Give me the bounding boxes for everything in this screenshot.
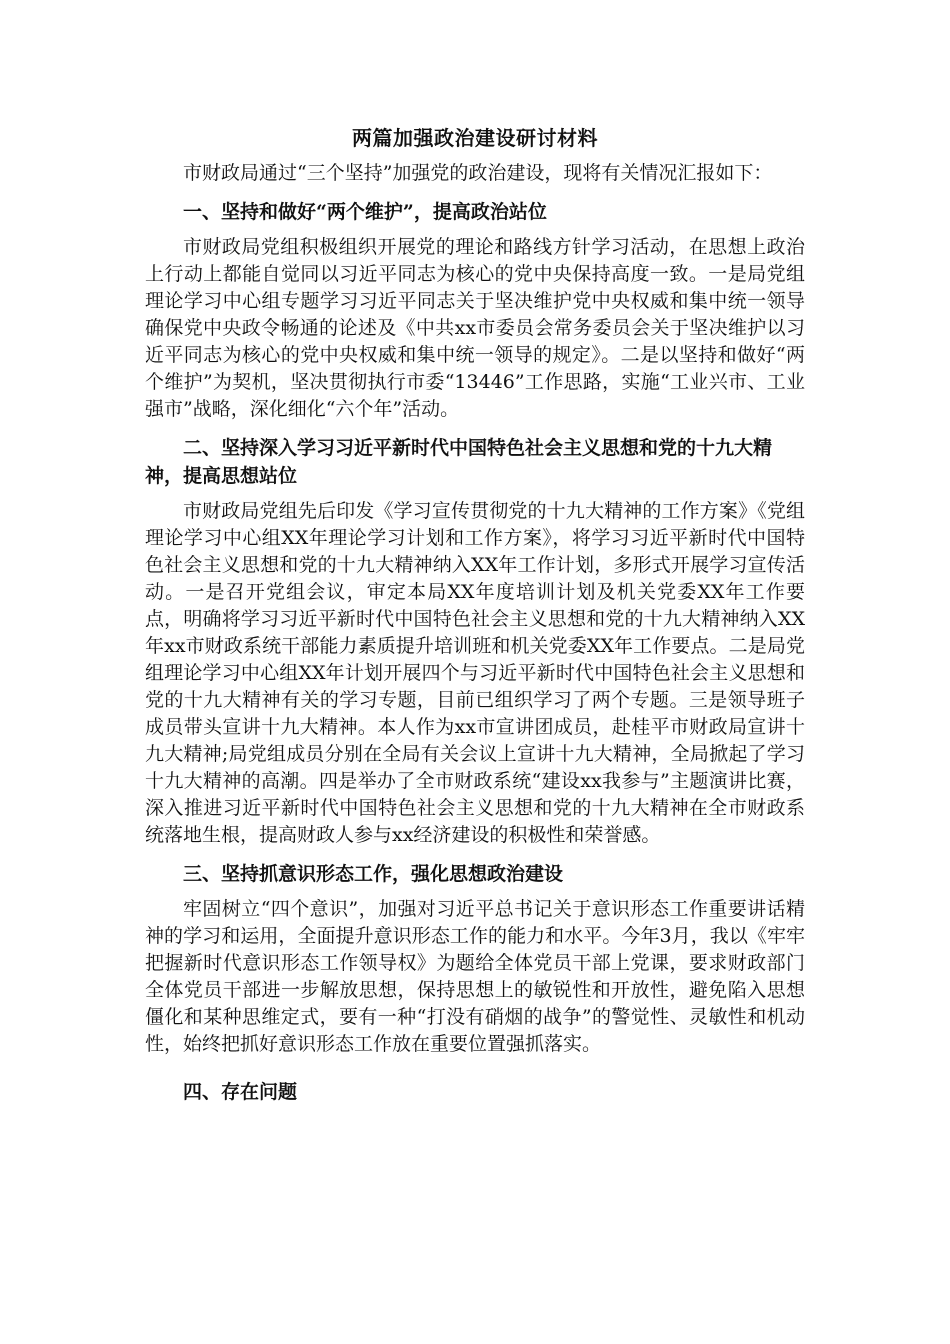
section-2-body: 市财政局党组先后印发《学习宣传贯彻党的十九大精神的工作方案》《党组理论学习中心组XX年理论学习计划和工作方案》，将学习习近平新时代中国特色社会主义思想和党的十九大精神纳入XX年工作计划，多形式开展学习宣传活动。一是召开党组会议，审定本局XX年度培训计划及机关党委XX年工作要点，明确将学习习近平新时代中国特色社会主义思想和党的十九大精神纳入XX年xx市财政系统干部能力素质提升培训班和机关党委XX年工作要点。二是局党组理论学习中心组XX年计划开展四个与习近平新时代中国特色社会主义思想和党的十九大精神有关的学习专题，目前已组织学习了两个专题。三是领导班子成员带头宣讲十九大精神。本人作为xx市宣讲团成员，赴桂平市财政局宣讲十九大精神;局党组成员分别在全局有关会议上宣讲十九大精神，全局掀起了学习十九大精神的高潮。四是举办了全市财政系统“建设xx我参与”主题演讲比赛，深入推进习近平新时代中国特色社会主义思想和党的十九大精神在全市财政系统落地生根，提高财政人参与xx经济建设的积极性和荣誉感。 — [145, 500, 805, 846]
document-title: 两篇加强政治建设研讨材料 — [352, 126, 598, 150]
intro-paragraph: 市财政局通过“三个坚持”加强党的政治建设，现将有关情况汇报如下： — [183, 162, 773, 184]
section-3-heading: 三、坚持抓意识形态工作，强化思想政治建设 — [183, 863, 564, 885]
document-page — [145, 122, 805, 1114]
section-4-heading: 四、存在问题 — [183, 1081, 298, 1103]
section-3-body: 牢固树立“四个意识”，加强对习近平总书记关于意识形态工作重要讲话精神的学习和运用，全面提升意识形态工作的能力和水平。今年3月，我以《牢牢把握新时代意识形态工作领导权》为题给全体党员干部上党课，要求财政部门全体党员干部进一步解放思想，保持思想上的敏锐性和开放性，避免陷入思想僵化和某种思维定式，要有一种“打没有硝烟的战争”的警觉性、灵敏性和机动性，始终把抓好意识形态工作放在重要位置强抓落实。 — [145, 898, 805, 1055]
section-2-heading: 二、坚持深入学习习近平新时代中国特色社会主义思想和党的十九大精神，提高思想站位 — [145, 437, 773, 487]
section-1-heading: 一、坚持和做好“两个维护”，提高政治站位 — [183, 201, 547, 223]
section-1-body: 市财政局党组积极组织开展党的理论和路线方针学习活动，在思想上政治上行动上都能自觉同以习近平同志为核心的党中央保持高度一致。一是局党组理论学习中心组专题学习习近平同志关于坚决维护党中央权威和集中统一领导确保党中央政令畅通的论述及《中共xx市委员会常务委员会关于坚决维护以习近平同志为核心的党中央权威和集中统一领导的规定》。二是以坚持和做好“两个维护”为契机，坚决贯彻执行市委“13446”工作思路，实施“工业兴市、工业强市”战略，深化细化“六个年”活动。 — [145, 236, 805, 420]
